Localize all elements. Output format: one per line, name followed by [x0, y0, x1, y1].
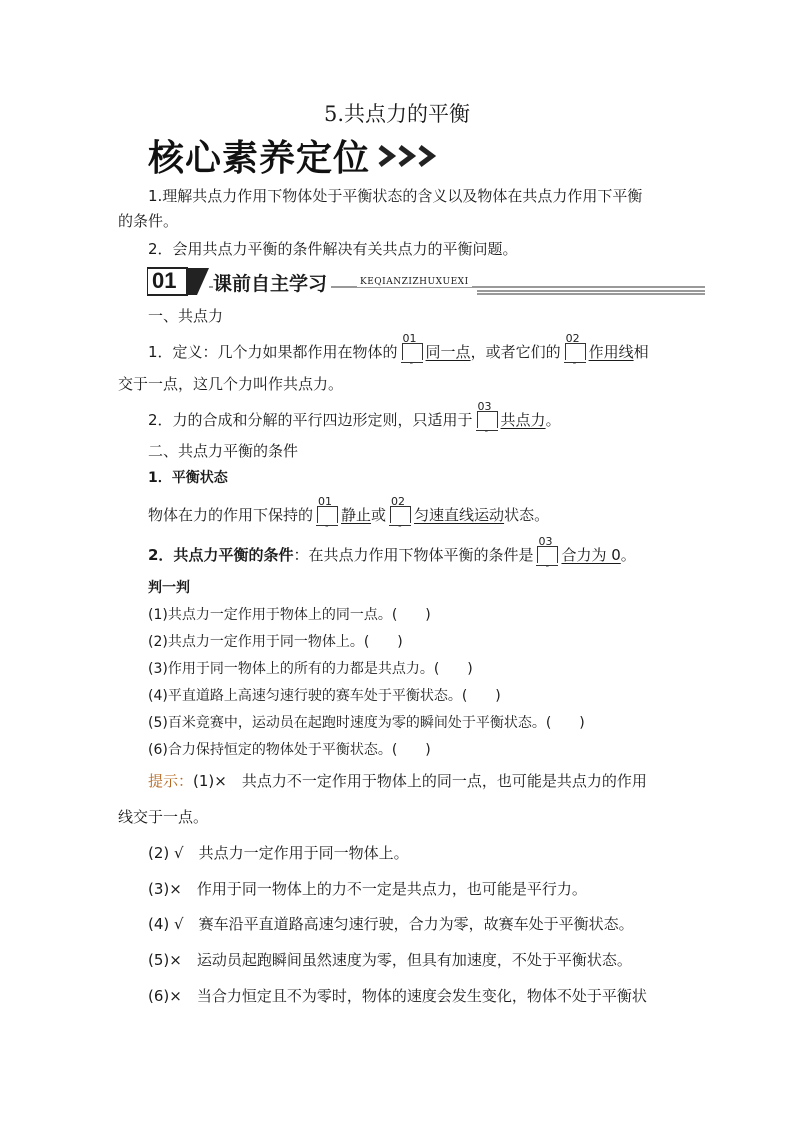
rule-prefix: 2．力的合成和分解的平行四边形定则，只适用于 [148, 411, 473, 429]
part1-heading: 一、共点力 [148, 307, 224, 325]
section-number: 01 [152, 268, 177, 293]
section-title: 课前自主学习 [213, 269, 331, 296]
core-literacy-heading [148, 130, 440, 181]
part1-definition-line2: 交于一点，这几个力叫作共点力。 [118, 375, 344, 393]
blank-number: 03 [477, 400, 492, 413]
answer-uniform-motion: 匀速直线运动 [414, 506, 505, 524]
objective-2: 2．会用共点力平衡的条件解决有关共点力的平衡问题。 [148, 240, 518, 258]
def-prefix: 1．定义：几个力如果都作用在物体的 [148, 343, 398, 361]
hint-item: (2) √ 共点力一定作用于同一物体上。 [148, 844, 409, 862]
hint-item: (6)× 当合力恒定且不为零时，物体的速度会发生变化，物体不处于平衡状 [148, 987, 647, 1005]
blank-marker: 03 - [476, 405, 498, 431]
judge-heading: 判一判 [148, 580, 190, 596]
state-prefix: 物体在力的作用下保持的 [148, 506, 314, 524]
blank-number: 03 [538, 535, 553, 548]
blank-number: 02 [565, 332, 580, 345]
objective-1-line2: 的条件。 [118, 212, 179, 230]
part1-rule [148, 400, 561, 437]
answer-concurrent-forces: 共点力 [500, 411, 546, 429]
state-or: 或 [371, 506, 387, 524]
objective-1-line1: 1.理解共点力作用下物体处于平衡状态的含义以及物体在共点力作用下平衡 [148, 187, 643, 205]
condition-text: ：在共点力作用下物体平衡的条件是 [293, 546, 534, 564]
def-suffix: 相 [633, 343, 649, 361]
condition-label: 2．共点力平衡的条件 [148, 546, 294, 564]
answer-net-force-zero: 合力为 0 [561, 546, 621, 564]
blank-number: 02 [391, 495, 406, 508]
blank-marker: 02 - [564, 337, 586, 363]
part2-sub1: 1．平衡状态 [148, 470, 228, 486]
judge-item: (2)共点力一定作用于同一物体上。( ) [148, 634, 403, 650]
part2-state [148, 495, 550, 532]
blank-marker: 01 - [316, 500, 338, 526]
judge-item: (1)共点力一定作用于物体上的同一点。( ) [148, 607, 431, 623]
hint-item: (3)× 作用于同一物体上的力不一定是共点力，也可能是平行力。 [148, 880, 587, 898]
judge-item: (6)合力保持恒定的物体处于平衡状态。( ) [148, 742, 431, 758]
core-heading-text: 核心素养定位 [148, 138, 371, 179]
blank-marker: 02 - [389, 500, 411, 526]
blank-number: 01 [318, 495, 333, 508]
hint-first-line [148, 770, 647, 791]
condition-end: 。 [620, 546, 636, 564]
blank-marker: 01 - [401, 337, 423, 363]
blank-marker: 03 - [536, 540, 558, 566]
def-mid: ，或者它们的 [470, 343, 561, 361]
hint-1-continued: 线交于一点。 [118, 808, 209, 826]
answer-rest: 静止 [341, 506, 372, 524]
part2-heading: 二、共点力平衡的条件 [148, 442, 299, 460]
answer-same-point: 同一点 [425, 343, 471, 361]
rule-suffix: 。 [545, 411, 561, 429]
triple-chevron-icon [378, 143, 440, 169]
part2-condition [148, 535, 636, 572]
section-banner [147, 267, 707, 297]
judge-item: (4)平直道路上高速匀速行驶的赛车处于平衡状态。( ) [148, 688, 501, 704]
blank-number: 01 [402, 332, 417, 345]
hint-label: 提示： [148, 772, 194, 790]
part1-definition-line1 [148, 332, 649, 369]
judge-item: (3)作用于同一物体上的所有的力都是共点力。( ) [148, 661, 473, 677]
hint-item: (4) √ 赛车沿平直道路高速匀速行驶，合力为零，故赛车处于平衡状态。 [148, 915, 634, 933]
hint-item: (5)× 运动员起跑瞬间虽然速度为零，但具有加速度，不处于平衡状态。 [148, 951, 632, 969]
section-pinyin: KEQIANZIZHUXUEXI [357, 277, 472, 287]
judge-item: (5)百米竞赛中，运动员在起跑时速度为零的瞬间处于平衡状态。( ) [148, 715, 585, 731]
hint-1: (1)× 共点力不一定作用于物体上的同一点，也可能是共点力的作用 [193, 772, 647, 790]
page-title: 5.共点力的平衡 [323, 102, 471, 126]
answer-line-of-action: 作用线 [588, 343, 634, 361]
state-suffix: 状态。 [504, 506, 550, 524]
